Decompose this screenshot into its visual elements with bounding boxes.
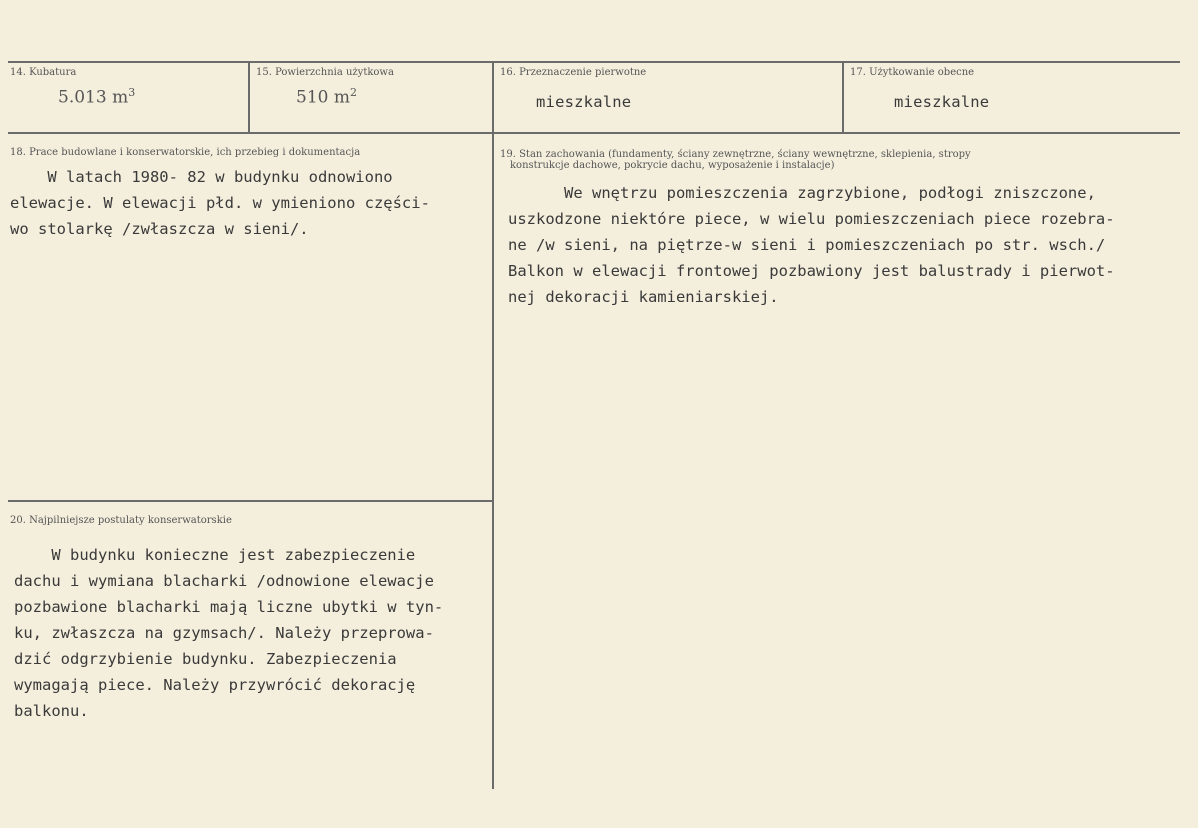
field-20-text — [14, 542, 443, 724]
col-rule-1 — [248, 61, 250, 134]
field-15-value — [296, 86, 357, 108]
field-17-label: 17. Użytkowanie obecne — [850, 67, 975, 78]
field-19-text — [508, 180, 1115, 310]
field-16-value: mieszkalne — [536, 93, 632, 111]
field-14-value — [58, 86, 135, 108]
field-19-line: ne /w sieni, na piętrze-w sieni i pomieszczeniach po str. wsch./ — [508, 236, 1106, 254]
field-18-line: W latach 1980- 82 w budynku odnowiono — [10, 168, 393, 186]
kubatura-number: 5.013 — [58, 87, 107, 108]
field-18-line: elewacje. W elewacji płd. w ymieniono części- — [10, 194, 430, 212]
field-18-label: 18. Prace budowlane i konserwatorskie, ich przebieg i dokumentacja — [10, 147, 361, 158]
field-19-line: uszkodzone niektóre piece, w wielu pomieszczeniach piece rozebra- — [508, 210, 1115, 228]
field-19-line: We wnętrzu pomieszczenia zagrzybione, podłogi zniszczone, — [508, 184, 1096, 202]
field-20-line: balkonu. — [14, 702, 89, 720]
field-20-line: W budynku konieczne jest zabezpieczenie — [14, 546, 416, 564]
field-20-line: dzić odgrzybienie budynku. Zabezpieczenia — [14, 650, 397, 668]
col-rule-3 — [842, 61, 844, 134]
field-20-line: pozbawione blacharki mają liczne ubytki w tyn- — [14, 598, 444, 616]
field-18-text — [10, 164, 430, 242]
field-20-label: 20. Najpilniejsze postulaty konserwatorskie — [10, 515, 232, 526]
area-exponent: 2 — [349, 86, 357, 99]
field-20-line: ku, zwłaszcza na gzymsach/. Należy przeprowa- — [14, 624, 434, 642]
area-unit: m — [333, 87, 350, 108]
field-20-line: dachu i wymiana blacharki /odnowione elewacje — [14, 572, 434, 590]
field-17-value: mieszkalne — [894, 93, 990, 111]
top-rule — [8, 61, 1180, 63]
field-14-label: 14. Kubatura — [10, 67, 77, 78]
area-number: 510 — [296, 87, 329, 108]
field-19-label-line-2: konstrukcje dachowe, pokrycie dachu, wyposażenie i instalacje) — [510, 160, 835, 171]
field-16-label: 16. Przeznaczenie pierwotne — [500, 67, 647, 78]
field-19-line: nej dekoracji kamieniarskiej. — [508, 288, 779, 306]
field-19-label — [500, 149, 1100, 171]
col-rule-2 — [492, 61, 494, 789]
kubatura-exponent: 3 — [128, 86, 136, 99]
row-rule-1 — [8, 132, 1180, 134]
kubatura-unit: m — [112, 87, 129, 108]
field-19-line: Balkon w elewacji frontowej pozbawiony jest balustrady i pierwot- — [508, 262, 1115, 280]
field-20-line: wymagają piece. Należy przywrócić dekorację — [14, 676, 416, 694]
field-15-label: 15. Powierzchnia użytkowa — [256, 67, 394, 78]
field-18-line: wo stolarkę /zwłaszcza w sieni/. — [10, 220, 309, 238]
row-rule-2 — [8, 500, 492, 502]
field-19-label-line-1: 19. Stan zachowania (fundamenty, ściany zewnętrzne, ściany wewnętrzne, sklepienia, stropy — [500, 149, 971, 160]
